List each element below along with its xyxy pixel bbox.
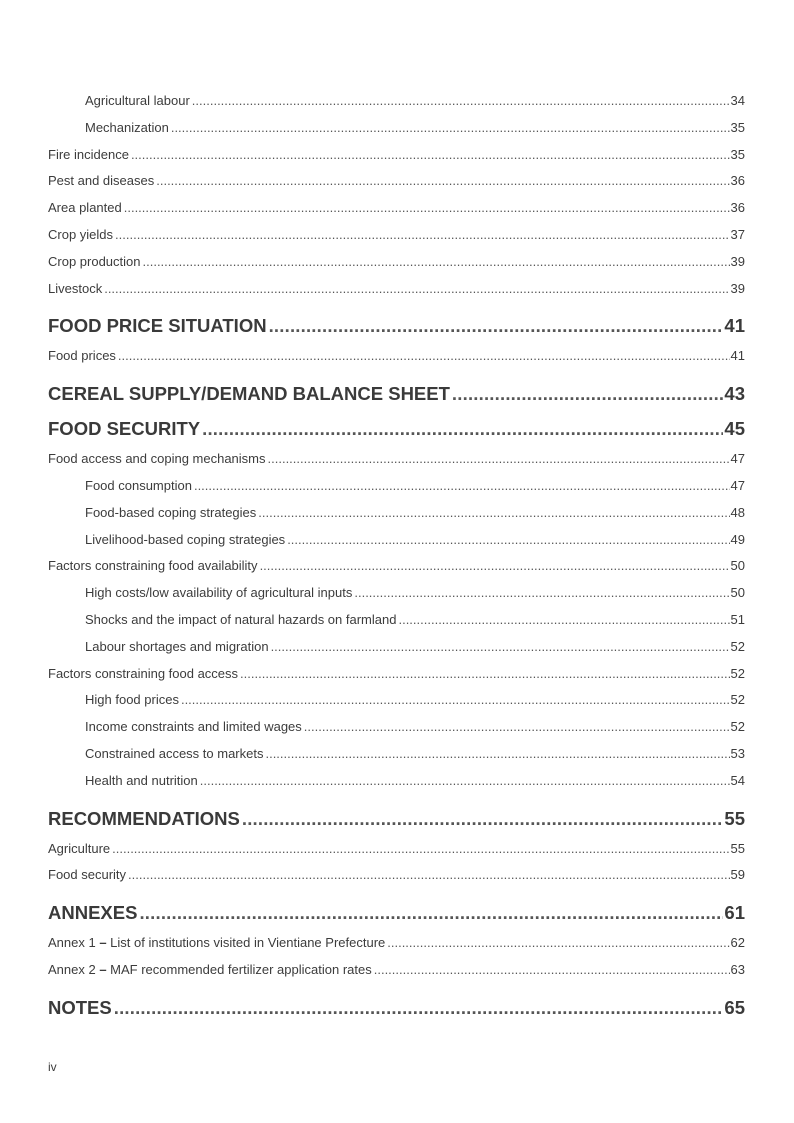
toc-heading[interactable] — [48, 801, 745, 836]
toc-page-number: 52 — [730, 638, 745, 654]
dot-leader — [104, 276, 729, 303]
toc-subsection[interactable] — [48, 634, 745, 661]
dot-leader — [398, 607, 729, 634]
toc-entry-title: Health and nutrition — [85, 772, 198, 788]
toc-entry-title: Fire incidence — [48, 146, 129, 162]
dot-leader — [387, 930, 729, 957]
toc-page-number: 50 — [730, 585, 745, 601]
dot-leader — [128, 862, 729, 889]
toc-subsection[interactable] — [48, 115, 745, 142]
toc-heading[interactable] — [48, 411, 745, 446]
toc-subsection[interactable] — [48, 607, 745, 634]
toc-entry-title: Agriculture — [48, 840, 111, 856]
toc-section[interactable] — [48, 276, 745, 303]
toc-entry-title: Food prices — [48, 348, 116, 364]
toc-page-number: 36 — [730, 200, 745, 216]
dot-leader — [131, 142, 730, 169]
dot-leader — [269, 308, 724, 343]
toc-section[interactable] — [48, 343, 745, 370]
toc-entry-title: Factors constraining food access — [48, 665, 239, 681]
toc-entry-title: RECOMMENDATIONS — [48, 807, 240, 829]
table-of-contents — [48, 88, 745, 1025]
toc-section[interactable] — [48, 222, 745, 249]
dot-leader — [181, 687, 730, 714]
dot-leader — [258, 500, 729, 527]
toc-page-number: 47 — [730, 451, 745, 467]
toc-entry-title: Factors constraining food availability — [48, 558, 258, 574]
toc-entry-title: Food consumption — [85, 477, 192, 493]
toc-entry-title: Income constraints and limited wages — [85, 719, 302, 735]
toc-entry-title: Crop production — [48, 253, 141, 269]
toc-entry-title: Food access and coping mechanisms — [48, 451, 266, 467]
dot-leader — [374, 957, 730, 984]
dot-leader — [171, 115, 730, 142]
toc-page-number: 52 — [730, 692, 745, 708]
toc-subsection[interactable] — [48, 768, 745, 795]
toc-page-number: 52 — [730, 719, 745, 735]
dot-leader — [304, 714, 730, 741]
dot-leader — [156, 168, 729, 195]
toc-section[interactable] — [48, 836, 745, 863]
toc-page-number: 48 — [730, 504, 745, 520]
page-number: iv — [48, 1060, 57, 1074]
toc-entry-title: Area planted — [48, 200, 122, 216]
toc-section[interactable] — [48, 930, 745, 957]
toc-page-number: 63 — [730, 961, 745, 977]
toc-entry-title: High food prices — [85, 692, 179, 708]
toc-subsection[interactable] — [48, 88, 745, 115]
toc-section[interactable] — [48, 957, 745, 984]
toc-page-number: 51 — [730, 611, 745, 627]
toc-entry-title: Annex 1 – List of institutions visited in Vientiane Prefecture — [48, 935, 386, 951]
toc-page-number: 53 — [730, 745, 745, 761]
toc-page-number: 37 — [730, 226, 745, 242]
toc-page-number: 39 — [730, 253, 745, 269]
toc-subsection[interactable] — [48, 580, 745, 607]
toc-entry-title: Labour shortages and migration — [85, 638, 269, 654]
toc-page-number: 52 — [730, 665, 745, 681]
toc-page-number: 35 — [730, 119, 745, 135]
toc-page-number: 39 — [730, 280, 745, 296]
toc-page-number: 45 — [724, 418, 745, 440]
dot-leader — [240, 661, 729, 688]
toc-page-number: 35 — [730, 146, 745, 162]
dot-leader — [200, 768, 730, 795]
toc-page-number: 54 — [730, 772, 745, 788]
toc-page-number: 65 — [724, 996, 745, 1018]
toc-section[interactable] — [48, 661, 745, 688]
toc-page-number: 43 — [724, 383, 745, 405]
toc-page-number: 36 — [730, 173, 745, 189]
toc-page-number: 50 — [730, 558, 745, 574]
toc-entry-title: Food-based coping strategies — [85, 504, 257, 520]
dot-leader — [260, 553, 730, 580]
toc-heading[interactable] — [48, 895, 745, 930]
toc-entry-title: Annex 2 – MAF recommended fertilizer application rates — [48, 961, 372, 977]
toc-entry-title: Livelihood-based coping strategies — [85, 531, 286, 547]
toc-subsection[interactable] — [48, 473, 745, 500]
dot-leader — [194, 473, 730, 500]
toc-subsection[interactable] — [48, 741, 745, 768]
dot-leader — [114, 990, 724, 1025]
toc-entry-title: Agricultural labour — [85, 93, 190, 108]
toc-section[interactable] — [48, 446, 745, 473]
toc-entry-title: High costs/low availability of agricultural inputs — [85, 585, 353, 601]
toc-entry-title: Constrained access to markets — [85, 745, 264, 761]
toc-heading[interactable] — [48, 990, 745, 1025]
toc-entry-title: Livestock — [48, 280, 103, 296]
toc-page-number: 49 — [730, 531, 745, 547]
toc-section[interactable] — [48, 862, 745, 889]
toc-page-number: 62 — [730, 935, 745, 951]
toc-entry-title: Mechanization — [85, 119, 169, 135]
toc-entry-title: Food security — [48, 867, 127, 883]
toc-section[interactable] — [48, 168, 745, 195]
toc-page-number: 59 — [730, 867, 745, 883]
toc-page-number: 61 — [724, 902, 745, 924]
dot-leader — [143, 249, 730, 276]
toc-page-number: 34 — [730, 93, 745, 108]
toc-entry-title: FOOD PRICE SITUATION — [48, 315, 267, 337]
toc-entry-title: Pest and diseases — [48, 173, 155, 189]
dot-leader — [268, 446, 730, 473]
toc-entry-title: ANNEXES — [48, 902, 138, 924]
toc-entry-title: CEREAL SUPPLY/DEMAND BALANCE SHEET — [48, 383, 450, 405]
dot-leader — [115, 222, 730, 249]
toc-heading[interactable] — [48, 308, 745, 343]
dot-leader — [192, 88, 730, 115]
toc-section[interactable] — [48, 195, 745, 222]
toc-section[interactable] — [48, 249, 745, 276]
toc-page-number: 55 — [730, 840, 745, 856]
dot-leader — [265, 741, 729, 768]
toc-page-number: 41 — [724, 315, 745, 337]
toc-section[interactable] — [48, 553, 745, 580]
dot-leader — [242, 801, 724, 836]
toc-section[interactable] — [48, 142, 745, 169]
toc-entry-title: Crop yields — [48, 226, 114, 242]
dot-leader — [354, 580, 729, 607]
dot-leader — [271, 634, 730, 661]
toc-entry-title: FOOD SECURITY — [48, 418, 201, 440]
toc-page-number: 41 — [730, 348, 745, 364]
dot-leader — [287, 527, 729, 554]
toc-subsection[interactable] — [48, 527, 745, 554]
dot-leader — [112, 836, 729, 863]
toc-page-number: 55 — [724, 807, 745, 829]
dot-leader — [118, 343, 730, 370]
dot-leader — [139, 895, 723, 930]
toc-entry-title: NOTES — [48, 996, 112, 1018]
toc-page-number: 47 — [730, 477, 745, 493]
toc-heading[interactable] — [48, 376, 745, 411]
dot-leader — [202, 411, 723, 446]
toc-subsection[interactable] — [48, 687, 745, 714]
toc-subsection[interactable] — [48, 500, 745, 527]
dot-leader — [124, 195, 730, 222]
dot-leader — [452, 376, 724, 411]
toc-subsection[interactable] — [48, 714, 745, 741]
toc-entry-title: Shocks and the impact of natural hazards on farmland — [85, 611, 397, 627]
